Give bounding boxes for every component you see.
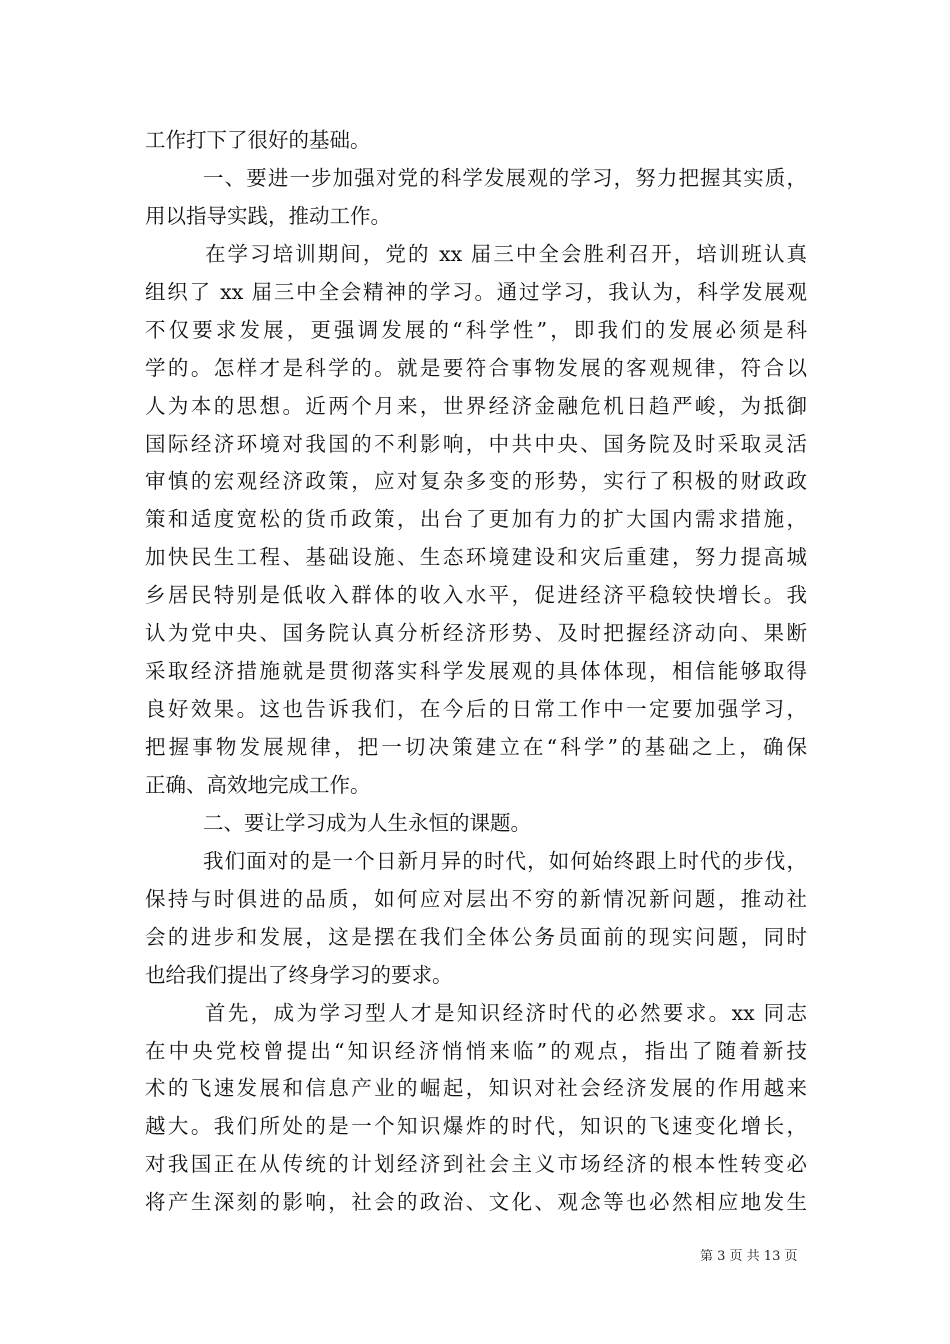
- text-line: 术的飞速发展和信息产业的崛起，知识对社会经济发展的作用越来: [145, 1076, 807, 1101]
- text-line: 越大。我们所处的是一个知识爆炸的时代，知识的飞速变化增长，: [145, 1114, 807, 1139]
- text-line: 采取经济措施就是贯彻落实科学发展观的具体体现，相信能够取得: [145, 659, 807, 684]
- text-line: 学的。怎样才是科学的。就是要符合事物发展的客观规律，符合以: [145, 355, 807, 380]
- text-line: 工作打下了很好的基础。: [145, 128, 371, 152]
- text-line: 不仅要求发展，更强调发展的“科学性”，即我们的发展必须是科: [145, 317, 807, 342]
- document-body: [145, 122, 807, 1222]
- text-line: 加快民生工程、基础设施、生态环境建设和灾后重建，努力提高城: [145, 545, 807, 570]
- text-line: 策和适度宽松的货币政策，出台了更加有力的扩大国内需求措施，: [145, 507, 807, 532]
- text-line: 国际经济环境对我国的不利影响，中共中央、国务院及时采取灵活: [145, 431, 807, 456]
- text-line: 良好效果。这也告诉我们，在今后的日常工作中一定要加强学习，: [145, 697, 807, 722]
- text-line: 首先，成为学习型人才是知识经济时代的必然要求。xx 同志: [205, 1000, 807, 1025]
- section-heading: 一、要进一步加强对党的科学发展观的学习，努力把握其实质，: [203, 165, 807, 190]
- text-line: 也给我们提出了终身学习的要求。: [145, 962, 453, 987]
- section-heading: 二、要让学习成为人生永恒的课题。: [203, 810, 531, 835]
- text-line: 乡居民特别是低收入群体的收入水平，促进经济平稳较快增长。我: [145, 583, 807, 608]
- text-line: 用以指导实践，推动工作。: [145, 203, 391, 228]
- text-line: 在中央党校曾提出“知识经济悄悄来临”的观点，指出了随着新技: [145, 1038, 807, 1063]
- text-line: 正确、高效地完成工作。: [145, 772, 371, 797]
- text-line: 把握事物发展规律，把一切决策建立在“科学”的基础之上，确保: [145, 735, 807, 759]
- text-line: 将产生深刻的影响，社会的政治、文化、观念等也必然相应地发生: [145, 1190, 807, 1215]
- text-line: 会的进步和发展，这是摆在我们全体公务员面前的现实问题，同时: [145, 924, 807, 949]
- page-number-footer: 第 3 页 共 13 页: [700, 1249, 798, 1264]
- text-line: 人为本的思想。近两个月来，世界经济金融危机日趋严峻，为抵御: [145, 393, 807, 418]
- text-line: 保持与时俱进的品质，如何应对层出不穷的新情况新问题，推动社: [145, 886, 807, 911]
- text-line: 组织了 xx 届三中全会精神的学习。通过学习，我认为，科学发展观: [145, 279, 807, 304]
- text-line: 我们面对的是一个日新月异的时代，如何始终跟上时代的步伐，: [203, 848, 807, 873]
- text-line: 认为党中央、国务院认真分析经济形势、及时把握经济动向、果断: [145, 621, 807, 646]
- text-line: 对我国正在从传统的计划经济到社会主义市场经济的根本性转变必: [145, 1152, 807, 1177]
- text-line: 在学习培训期间，党的 xx 届三中全会胜利召开，培训班认真: [205, 241, 807, 266]
- text-line: 审慎的宏观经济政策，应对复杂多变的形势，实行了积极的财政政: [145, 469, 807, 494]
